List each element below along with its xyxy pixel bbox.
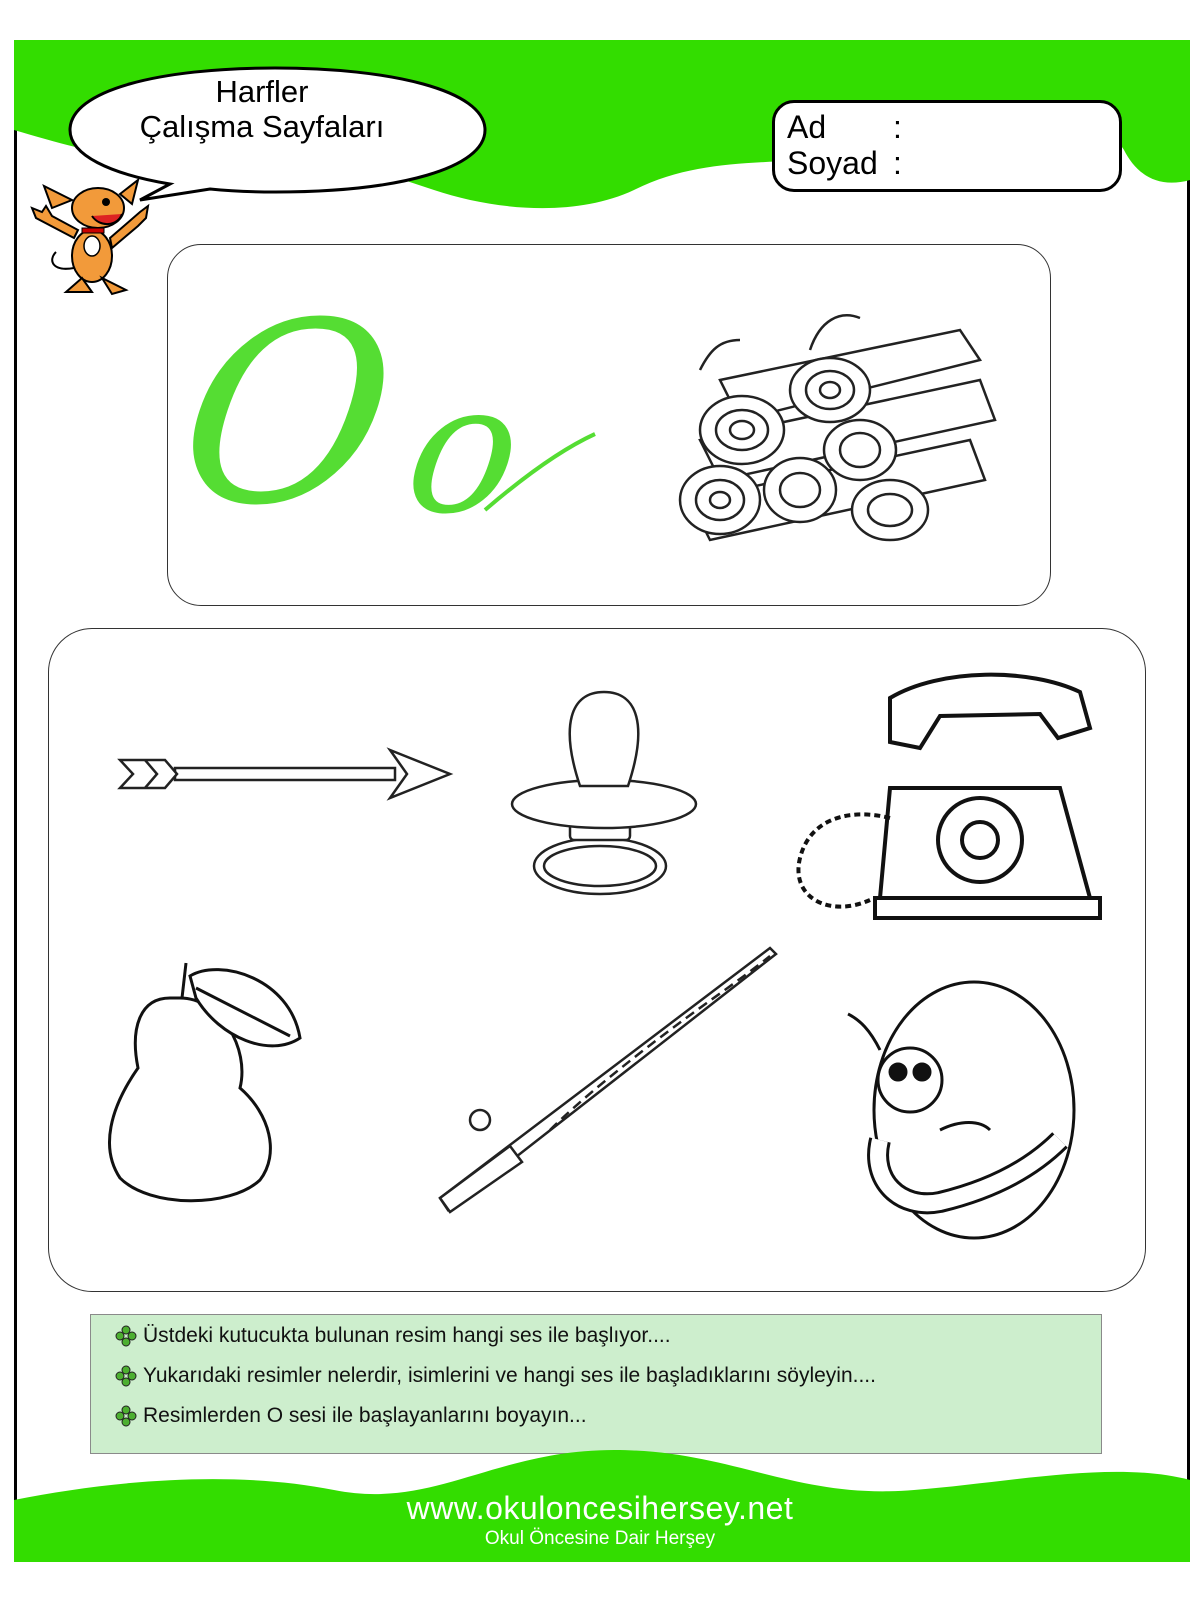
footer-tagline: Okul Öncesine Dair Herşey: [484, 1528, 716, 1549]
dog-mascot-icon: [22, 168, 152, 298]
bubble-line-1: Harfler: [215, 74, 309, 109]
worm-icon: [840, 980, 1080, 1250]
letter-uppercase: O: [164, 269, 411, 560]
instructions-box: [90, 1314, 1102, 1454]
name-label: Ad: [787, 109, 827, 145]
instruction-item-1: [113, 1323, 671, 1349]
name-box: [772, 100, 1122, 192]
fishing-rod-icon: [430, 940, 790, 1220]
bubble-title: [112, 74, 412, 144]
clover-icon: [113, 1403, 139, 1429]
instruction-text-1: Üstdeki kutucukta bulunan resim hangi ses ile başlıyor....: [143, 1324, 671, 1347]
name-colon: :: [893, 109, 902, 145]
letter-lowercase: o: [395, 345, 534, 554]
instruction-item-2: [113, 1363, 876, 1389]
arrow-icon: [115, 740, 455, 810]
instruction-text-3: Resimlerden O sesi ile başlayanlarını boyayın...: [143, 1404, 587, 1427]
footer-url[interactable]: www.okuloncesihersey.net: [406, 1490, 794, 1526]
surname-label: Soyad: [787, 145, 878, 181]
instruction-text-2: Yukarıdaki resimler nelerdir, isimlerini ve hangi ses ile başladıklarını söyleyin....: [143, 1364, 876, 1387]
bubble-line-2: Çalışma Sayfaları: [139, 109, 385, 144]
instruction-item-3: [113, 1403, 587, 1429]
lowercase-tail: [480, 420, 600, 520]
clover-icon: [113, 1363, 139, 1389]
clover-icon: [113, 1323, 139, 1349]
surname-colon: :: [893, 145, 902, 181]
pear-icon: [100, 958, 320, 1218]
pacifier-icon: [510, 686, 710, 902]
telephone-icon: [790, 668, 1130, 948]
firewood-logs-icon: [660, 300, 1020, 550]
